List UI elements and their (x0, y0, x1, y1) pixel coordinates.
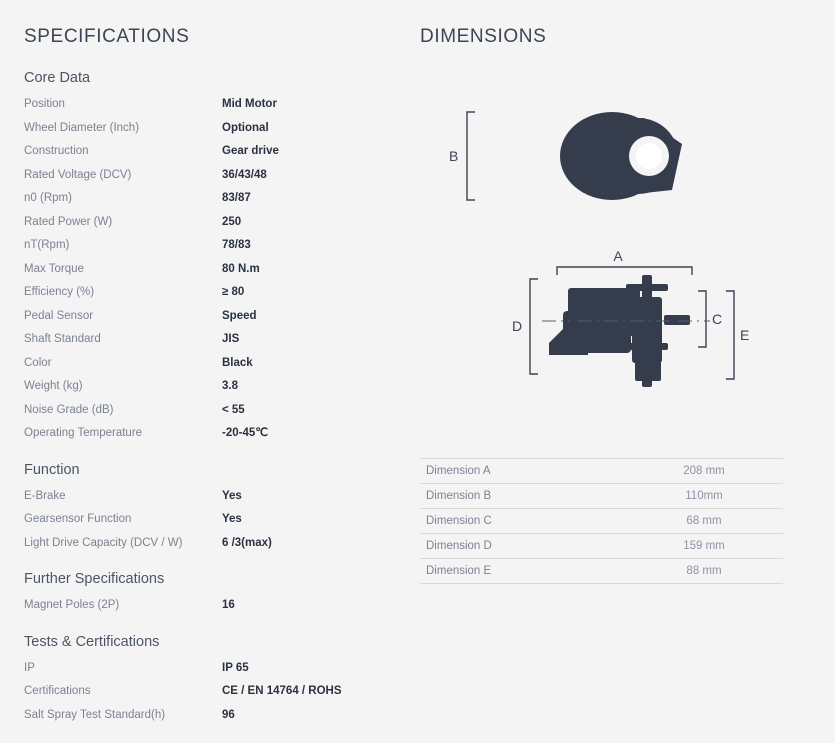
spec-value: IP 65 (222, 661, 249, 674)
dimensions-title: DIMENSIONS (420, 26, 547, 47)
spec-label: Rated Power (W) (24, 215, 113, 228)
spec-row (24, 485, 404, 509)
table-row (420, 459, 783, 484)
spec-row (24, 117, 404, 141)
group-title: Tests & Certifications (24, 633, 160, 650)
spec-label: nT(Rpm) (24, 239, 70, 251)
spec-row (24, 422, 404, 446)
spec-row (24, 704, 404, 728)
spec-row (24, 258, 404, 282)
spec-label: Gearsensor Function (24, 513, 132, 525)
spec-row (24, 594, 404, 618)
spec-label: Light Drive Capacity (DCV / W) (24, 536, 183, 549)
spec-label: Rated Voltage (DCV) (24, 168, 132, 181)
spec-value: 78/83 (222, 239, 251, 251)
spec-value: 96 (222, 708, 235, 721)
motor-side-view-svg (420, 98, 815, 243)
dimensions-column (420, 26, 815, 577)
spec-value: < 55 (222, 403, 245, 416)
spec-row (24, 164, 404, 188)
dimensions-table (420, 458, 783, 584)
dimension-label: Dimension A (426, 465, 491, 477)
spec-value: JIS (222, 333, 240, 345)
dimension-a-label: A (613, 251, 623, 264)
spec-value: 80 N.m (222, 262, 260, 275)
spec-row (24, 328, 404, 352)
spec-value: 36/43/48 (222, 168, 267, 181)
group-further-specifications (24, 571, 404, 618)
spec-label: Pedal Sensor (24, 309, 94, 322)
spec-value: Black (222, 356, 253, 369)
motor-profile-svg (420, 251, 815, 426)
spec-label: E-Brake (24, 489, 66, 502)
group-core-data (24, 70, 404, 446)
spec-label: Shaft Standard (24, 333, 101, 345)
dimension-e-label: E (740, 327, 750, 343)
spec-row (24, 532, 404, 556)
spec-label: Certifications (24, 685, 91, 697)
group-title: Function (24, 461, 80, 478)
spec-value: Speed (222, 309, 257, 322)
spec-value: ≥ 80 (222, 286, 245, 298)
spec-value: Yes (222, 489, 242, 502)
group-tests-certifications (24, 634, 404, 728)
spec-row (24, 140, 404, 164)
spec-value: 16 (222, 599, 235, 611)
dimension-value: 110mm (685, 490, 723, 502)
spec-row (24, 305, 404, 329)
spec-row (24, 508, 404, 532)
spec-row (24, 281, 404, 305)
spec-label: Wheel Diameter (Inch) (24, 121, 140, 134)
dimension-e-bracket (726, 291, 734, 379)
spec-row (24, 234, 404, 258)
spec-label: Noise Grade (dB) (24, 403, 114, 416)
spec-row (24, 187, 404, 211)
spec-value: Optional (222, 121, 269, 134)
table-row (420, 534, 783, 559)
spec-row (24, 93, 404, 117)
spec-value: 83/87 (222, 192, 251, 204)
dimension-a-bracket (557, 267, 692, 275)
group-title: Further Specifications (24, 571, 165, 587)
spec-label: IP (24, 661, 35, 674)
dimension-d-bracket (530, 279, 538, 374)
spec-label: Construction (24, 145, 89, 157)
spec-value: Mid Motor (222, 98, 277, 110)
dimension-c-label: C (712, 311, 723, 327)
group-title: Core Data (24, 70, 91, 86)
motor-profile-drawing (420, 251, 815, 426)
spec-row (24, 680, 404, 704)
spec-value: Gear drive (222, 145, 279, 157)
spec-label: Salt Spray Test Standard(h) (24, 708, 166, 721)
spec-row (24, 211, 404, 235)
spec-label: Position (24, 98, 65, 110)
table-row (420, 509, 783, 534)
motor-side-view-drawing (420, 98, 815, 243)
spec-row (24, 657, 404, 681)
spec-value: 6 /3(max) (222, 536, 272, 549)
spec-label: Weight (kg) (24, 380, 83, 392)
spec-label: Magnet Poles (2P) (24, 599, 120, 611)
spec-label: Color (24, 356, 52, 369)
dimension-b-bracket (467, 112, 475, 200)
dimension-d-label: D (512, 318, 523, 334)
dimension-value: 208 mm (683, 465, 725, 477)
spec-label: n0 (Rpm) (24, 192, 72, 204)
dimension-b-label: B (449, 148, 459, 164)
table-row (420, 484, 783, 509)
dimension-c-bracket (698, 291, 706, 347)
dimension-label: Dimension E (426, 565, 492, 577)
spec-value: 3.8 (222, 380, 238, 392)
spec-value: 250 (222, 215, 242, 228)
dimension-label: Dimension C (426, 515, 492, 527)
motor-silhouette (560, 112, 682, 200)
specifications-column (24, 26, 404, 743)
dimension-value: 68 mm (686, 515, 722, 527)
spec-label: Efficiency (%) (24, 286, 95, 298)
motor-body (549, 275, 690, 387)
dimension-value: 159 mm (683, 540, 725, 552)
spec-value: -20-45℃ (222, 427, 269, 439)
spec-value: Yes (222, 513, 242, 525)
group-function (24, 462, 404, 556)
table-row (420, 559, 783, 584)
spec-row (24, 399, 404, 423)
dimension-value: 88 mm (686, 565, 722, 577)
spec-label: Operating Temperature (24, 427, 143, 439)
spec-row (24, 375, 404, 399)
spec-row (24, 352, 404, 376)
spec-label: Max Torque (24, 262, 84, 275)
dimension-label: Dimension B (426, 490, 492, 502)
spec-value: CE / EN 14764 / ROHS (222, 685, 342, 697)
dimension-label: Dimension D (426, 540, 492, 552)
specifications-title: SPECIFICATIONS (24, 26, 190, 47)
